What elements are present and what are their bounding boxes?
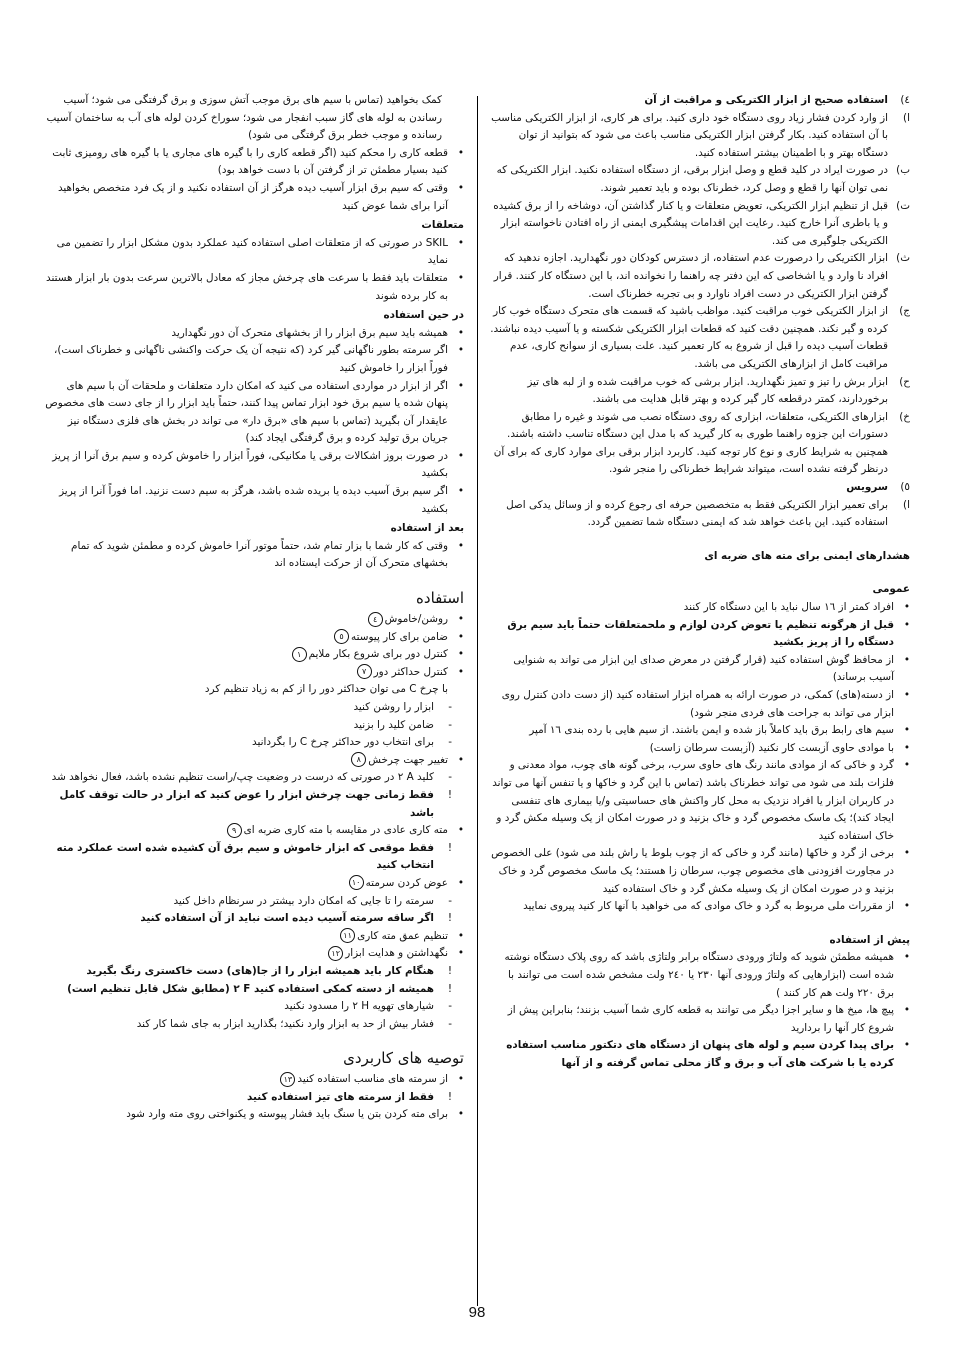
item-text: افراد کمتر از ١٦ سال نباید با این دستگاه کار کنند [683,601,894,614]
item-text: نگهداشتن و هدایت ابزار [345,947,448,960]
item-marker: • [903,724,910,737]
item-text: ضامن برای کار پیوسته [351,630,448,643]
sub-item [44,769,464,787]
item-marker: • [457,449,464,462]
item-marker: • [457,613,464,626]
item-text: برای تعمیر ابزار الکتریکی فقط به متخصصین حرفه ای رجوع کرده و از وسائل یدکی اصل استفاده کنید. این باعث خواهد شد که ایمنی دستگاه شما تضمین گردد. [506,498,888,529]
bullet-item [490,740,910,758]
item-text: همیشه باید سیم برق ابزار را از بخشهای متحرک آن دور نگهدارید [171,326,448,339]
item-text: در صورت بروز اشکالات برقی یا مکانیکی، فوراً ابزار را خاموش کرده و سیم برق آنرا از پریز بکشید [52,449,448,480]
bullet-item [44,270,464,305]
bullet-item [44,611,464,629]
subsection-heading: در حین استفاده [383,309,464,322]
bullet-item [490,757,910,845]
sub-item [44,981,464,999]
column-divider [477,96,478,1306]
item-marker: • [903,951,910,964]
item-marker: ٤) [900,94,910,106]
item-text: کلید A ٢ در صورتی که درست در وضعیت چپ/راست تنظیم نشده باشد، فعال نخواهد شد [51,771,434,784]
bullet-item [44,483,464,518]
item-marker: • [457,539,464,552]
item-text: فشار بیش از حد به ابزار وارد نکنید؛ بگذارید ابزار به جای شما کار کند [136,1017,434,1030]
figure-ref-number: ٤ [368,612,383,627]
sub-item [44,734,464,752]
bullet-item [490,617,910,652]
item-marker: • [457,379,464,392]
item-text: شیارهای تهویه H ٢ را مسدود نکنید [284,1000,434,1013]
bullet-item [44,629,464,647]
bullet-item [44,342,464,377]
item-text: سرویس [846,481,888,494]
bullet-item [490,722,910,740]
bullet-item [490,949,910,1002]
bullet-item [490,845,910,898]
item-marker: • [457,648,464,661]
item-marker: ! [447,964,452,977]
sub-item [44,998,464,1016]
item-marker: • [457,824,464,837]
item-marker: • [903,689,910,701]
sub-item [44,1089,464,1107]
bullet-item [490,687,910,722]
subsection-heading: پیش از استفاده [829,933,910,946]
item-text: فقط موقعی که ابزار خاموش و سیم برق آن کشیده شده است عملکرد مته انتخاب کنید [56,841,434,872]
figure-ref-number: ١١ [340,928,355,943]
item-text: اگر از ابزار در مواردی استفاده می کنید که امکان دارد متعلقات و ملحقات آن با سیم های پنهان شده یا سیم برق خود ابزار تماس پیدا کنند، حتماً باید ابزار را از جای دست های مخصوص عایقدار آن بگیرید (تماس با سیم های «برق دار» می تواند در بخش های فلزی دستگاه نیز جریان برق تولید کرده و برق گرفتگی ایجاد کند) [45,379,448,445]
figure-ref-number: ١٢ [328,946,343,961]
item-marker: • [903,900,910,913]
item-marker: ت) [896,199,910,212]
item-marker: خ) [899,410,910,423]
item-text: فقط زمانی جهت چرخش ابزار را عوض کنید که ابزار در حالت توقف کامل باشد [59,788,434,819]
item-text: از وارد کردن فشار زیاد روی دستگاه خود داری کنید. برای هر کاری، از ابزار الکتریکی مناسب با آن استفاده کنید. بکار گرفتن ابزار الکتریکی مناسب باعث می شود که بتوانید از توان دستگاه بهتر و با اطمینان بیشتر استفاده کنید. [491,111,888,159]
item-text: ابزارهای الکتریکی، متعلقات، ابزاری که روی دستگاه نصب می شوند و غیره را مطابق دستورات این جزوه راهنما طوری به کار گیرید که با مدل این دستگاه تناسب داشته باشند. همچنین به شرایط کاری و نوع کار توجه کنید. کاربرد ابزار برقی برای موارد کاری که برای آن درنظر گرفته نشده است، میتواند شرایط خطرناکی را منجر شود. [493,410,888,476]
item-text: همیشه از دسته کمکی استفاده کنید F ٢ (مطابق شکل قابل تنظیم است) [67,982,434,995]
item-text: برخی از گرد و خاکها (مانند گرد و خاکی که از چوب بلوط یا راش بلند می شود) علی الخصوص در مجاورت افزودنی های مخصوص چوب، سرطان زا هستند؛ یک ماسک مخصوص گرد و خاک بزنید و در صورت امکان از یک وسیله مکش گرد و خاک استفاده کنید [491,847,894,895]
item-marker: • [457,947,464,960]
bullet-item [44,875,464,893]
item-marker: • [903,741,910,754]
paragraph: با چرخ C می توان حداکثر دور را از کم به زیاد تنظیم کرد [204,683,448,696]
sub-item [44,717,464,735]
bullet-item [44,1106,464,1124]
item-text: عوض کردن سرمته [365,876,448,889]
bullet-item [490,1037,910,1072]
bullet-item [490,898,910,916]
item-marker: ! [447,788,452,801]
item-marker: ث) [896,252,910,265]
spacer [490,916,910,930]
numbered-item [490,198,910,251]
item-marker: • [903,847,910,860]
bullet-item [44,1071,464,1089]
item-text: برای مته کردن بتن یا سنگ باید فشار پیوسته و یکنواختی روی مته وارد شود [126,1108,448,1121]
subsection-heading: عمومی [872,583,910,596]
subsection-heading: بعد از استفاده [390,522,464,535]
item-text: همیشه مطمئن شوید که ولتاژ ورودی دستگاه برابر ولتاژی باشد که روی پلاک دستگاه نوشته شده است (ابزارهایی که ولتاژ ورودی آنها ٢٣٠ یا ٢٤٠ ولت مشخص شده است می توانند با برق ٢٢٠ ولت هم کار کنند ) [504,951,894,999]
item-marker: • [457,326,464,339]
item-text: از محافظ گوش استفاده کنید (قرار گرفتن در معرض صدای این ابزار می تواند به شنوایی آسیب برساند) [513,653,894,684]
item-text: هنگام کار باید همیشه ابزار را از جا(های) دست خاکستری رنگ بگیرید [86,964,434,977]
bullet-item [490,599,910,617]
item-text: ابزار برش را تیز و تمیز نگهدارید. ابزار برشی که خوب مراقبت شده و از لبه های تیز برخوردارند، کمتر درقطعه کار گیر کرده و بهتر قابل هدایت می باشند. [527,375,888,406]
item-text: کنترل دور برای شروع بکار ملایم [308,648,448,661]
item-marker: • [457,344,464,357]
sub-item [44,787,464,822]
bullet-item [490,1002,910,1037]
item-marker: • [903,618,910,631]
figure-ref-number: ١ [292,647,307,662]
figure-ref-number: ٩ [227,823,242,838]
bullet-item [44,538,464,573]
item-marker: - [448,771,452,784]
figure-ref-number: ٥ [334,629,349,644]
sub-item [44,1016,464,1034]
bullet-item [44,945,464,963]
numbered-item [490,374,910,409]
numbered-item [44,92,464,145]
item-text: قبل از تنظیم ابزار الکتریکی، تعویض متعلقات و یا کنار گذاشتن آن، دوشاخه را از برق کشیده و یا باطری آنرا خارج کنید. رعایت این اقدامات پیشگیری ایمنی از راه افتادن ناخواسته ابزار الکتریکی جلوگیری می کند. [493,199,888,247]
item-marker: - [448,701,452,713]
item-marker: - [448,718,452,731]
item-marker: • [457,271,464,284]
item-text: استفاده صحیح از ابزار الکتریکی و مراقبت از آن [644,94,888,106]
item-marker: • [457,1073,464,1086]
bullet-item [44,325,464,343]
bullet-item [44,448,464,483]
item-marker: • [457,236,464,249]
item-text: قبل از هرگونه تنظیم یا تعوض کردن لوازم و ملحمتعلقات حتماً باید سیم برق دستگاه را از پریز بکشید [507,618,894,649]
item-marker: ! [447,841,452,854]
item-text: در صورت ایراد در کلید قطع و وصل ابزار برقی، از دستگاه استفاده نکنید. ابزار الکتریکی که نمی توان آنها را قطع و وصل کرد، خطرناک بوده و باید تعمیر شوند. [496,164,888,194]
item-text: برای پیدا کردن سیم و لوله های پنهان از دستگاه های دتکتور مناسب استفاده کرده یا با شرکت های آب و برق و گاز محلی تماس گرفته و از آنها [506,1039,894,1069]
numbered-item [490,162,910,197]
figure-ref-number: ١٣ [280,1072,295,1087]
item-text: ابزار را روشن کنید [353,701,434,713]
item-marker: - [448,1017,452,1030]
numbered-item [490,92,910,110]
subsection-heading: هشدارهای ایمنی برای مته های ضربه ای [704,549,910,562]
item-text: گرد و خاکی که از موادی مانند رنگ های حاوی سرب، برخی گونه های چوب، مواد معدنی و فلزات بلند می شود می تواند خطرناک باشد (تماس با این گرد و خاکها و یا تنفس آنها می تواند در کاربران ابزار یا افراد نزدیک به محل کار واکنش های حساسیتی و/یا بیماری های تنفسی ایجاد کند)؛ یک ماسک مخصوص گرد و خاک بزنید و در صورت امکان از یک وسیله مکش گرد و خاک استفاده کنید [492,759,894,842]
item-text: وقتی که سیم برق ابزار آسیب دیده هرگز از آن استفاده نکنید و از یک فرد متخصص بخواهید آنرا برای شما عوض کنید [57,181,448,212]
item-marker: • [457,181,464,194]
item-text: تنظیم عمق مته کاری [357,929,448,942]
bullet-item [490,652,910,687]
spacer [490,565,910,579]
numbered-item [490,110,910,163]
sub-item [44,699,464,717]
item-text: برای انتخاب دور حداکثر چرخ C را بگردانید [252,736,434,749]
item-marker: - [448,736,452,749]
item-text: وقتی که کار شما با بزار تمام شد، حتماً موتور آنرا خاموش کرده و مطمئن شوید که تمام بخشهای متحرک آن از حرکت ایستاده اند [71,539,448,570]
numbered-item [490,409,910,479]
item-text: SKIL در صورتی که از متعلقات اصلی استفاده کنید عملکرد بدون مشکل ابزار را تضمین می نماید [56,236,448,267]
right-column [490,92,910,1072]
bullet-item [44,752,464,770]
numbered-item [490,479,910,497]
item-marker: ! [447,982,452,995]
item-text: از سرمته های مناسب استفاده کنید [297,1073,448,1086]
numbered-item [490,250,910,303]
bullet-item [44,822,464,840]
item-text: فقط از سرمته های تیز استفاده کنید [247,1090,434,1103]
item-marker: ب) [896,164,910,177]
item-text: ضامن کلید را بزنید [353,718,434,731]
item-text: پیچ ها، میخ ها و سایر اجزا دیگر می توانند به قطعه کاری شما آسیب بزنند؛ بنابراین پیش از شروع کار آنها را بردارید [507,1004,894,1034]
item-text: از مقررات ملی مربوط به گرد و خاک موادی که می خواهید با آنها کار کنید پیروی نمایید [523,900,894,913]
item-marker: ٥) [900,481,910,494]
subsection-heading: متعلقات [421,219,464,232]
figure-ref-number: ٨ [351,752,366,767]
bullet-item [44,378,464,448]
item-marker: • [457,929,464,942]
item-text: مته کاری عادی در مقایسه با مته کاری ضربه ای [243,824,448,837]
item-text: اگر سیم برق آسیب دیده یا بریده شده باشد، هرگز به سیم دست نزنید. اما فوراً آنرا از پریز بکشید [59,485,448,515]
item-marker: ح) [899,375,910,388]
item-marker: • [903,653,910,666]
bullet-item [44,928,464,946]
item-marker: • [903,601,910,614]
item-marker: • [457,146,464,159]
sub-item [44,893,464,911]
item-marker: - [448,894,452,907]
item-text: با موادی حاوی آزبست کار نکنید (آزبست سرطان زاست) [649,741,894,754]
item-marker: • [903,1039,910,1052]
left-column [44,92,464,1124]
item-marker: • [457,665,464,678]
item-marker: ! [447,1090,452,1103]
item-marker: • [457,876,464,889]
sub-item [44,963,464,981]
item-text: روشن/خاموش [384,613,448,626]
item-marker: ا) [903,111,910,124]
item-marker: • [457,1108,464,1121]
item-marker: - [448,1000,452,1013]
item-marker: • [457,753,464,766]
page-number: 98 [468,1304,486,1321]
item-text: قطعه کاری را محکم کنید (اگر قطعه کاری را با گیره های مجاری یا با گیره های رومیزی ثابت کنید بسیار مطمئن تر از گرفتن آن با دست خواهد بود) [52,146,448,177]
numbered-item [490,303,910,373]
item-text: سرمته را تا جایی که امکان دارد بیشتر در سرنظام داخل کنید [173,894,434,907]
item-text: کنترل حداکثر دور [373,665,448,678]
item-marker: • [457,630,464,643]
item-marker: ا) [903,498,910,511]
item-text: اگر سرمته بطور ناگهانی گیر کرد (که نتیجه آن یک حرکت واکنشی ناگهانی و خطرناک است)، فوراً ابزار را خاموش کنید [54,344,448,374]
item-text: سیم های رابط برق باید کاملاً باز شده و ایمن باشند. از سیم هایی با رده بندی ١٦ آمپر [529,724,894,737]
section-heading: توصیه های کاربردی [343,1049,464,1068]
section-heading: استفاده [416,589,464,608]
bullet-item [44,145,464,180]
item-text: از دسته(های) کمکی، در صورت ارائه به همراه ابزار استفاده کنید (از دست دادن کنترل روی ابزار می تواند به جراحت های فردی منجر شود) [501,689,894,719]
figure-ref-number: ٧ [357,664,372,679]
bullet-item [44,664,464,682]
figure-ref-number: ١٠ [349,875,364,890]
bullet-item [44,235,464,270]
sub-item [44,910,464,928]
sub-item [44,840,464,875]
item-marker: • [903,759,910,772]
item-marker: ! [447,912,452,925]
bullet-item [44,646,464,664]
item-text: اگر ساقه سرمته آسیب دیده است نباید از آن استفاده کنید [140,912,434,925]
item-text: کمک بخواهید (تماس با سیم های برق موجب آتش سوزی و برق گرفتگی می شود؛ آسیب رساندن به لوله های گاز سبب انفجار می شود؛ سوراخ کردن لوله های آب به ساختمان آسیب رسانده و موجب خطر برق گرفتگی می شود) [46,94,442,142]
item-marker: • [903,1004,910,1017]
item-text: از ابزار الکتریکی خوب مراقبت کنید. مواظب باشید که قسمت های متحرک دستگاه خوب کار کرده و گیر نکند. همچنین دقت کنید که قطعات ابزار الکتریکی شکسته و یا آسیب دیده نباشند. قطعات آسیب دیده را قبل از شروع به کار تعمیر کنید. علت بسیاری از سوانح کاری، عدم مراقبت کامل از ابزارهای الکتریکی می باشد. [490,305,888,370]
bullet-item [44,180,464,215]
item-text: ابزار الکتریکی را درصورت عدم استفاده، از دسترس کودکان دور نگهدارید. اجازه ندهید که افراد نا وارد و یا اشخاصی که این دفتر چه راهنما را نخوانده اند، با این دستگاه کار کنند. قرار گرفتن ابزار الکتریکی در دست افراد ناوارد و بی تجربه خطرناک است. [493,252,888,300]
item-text: تغییر جهت چرخش [368,753,448,766]
item-marker: • [457,485,464,498]
item-text: متعلقات باید فقط با سرعت های چرخش مجاز که معادل بالاترین سرعت بدون بار ابزار هستند به کار برده شوند [45,271,448,302]
numbered-item [490,497,910,532]
item-marker: ج) [899,305,910,318]
spacer [490,532,910,546]
